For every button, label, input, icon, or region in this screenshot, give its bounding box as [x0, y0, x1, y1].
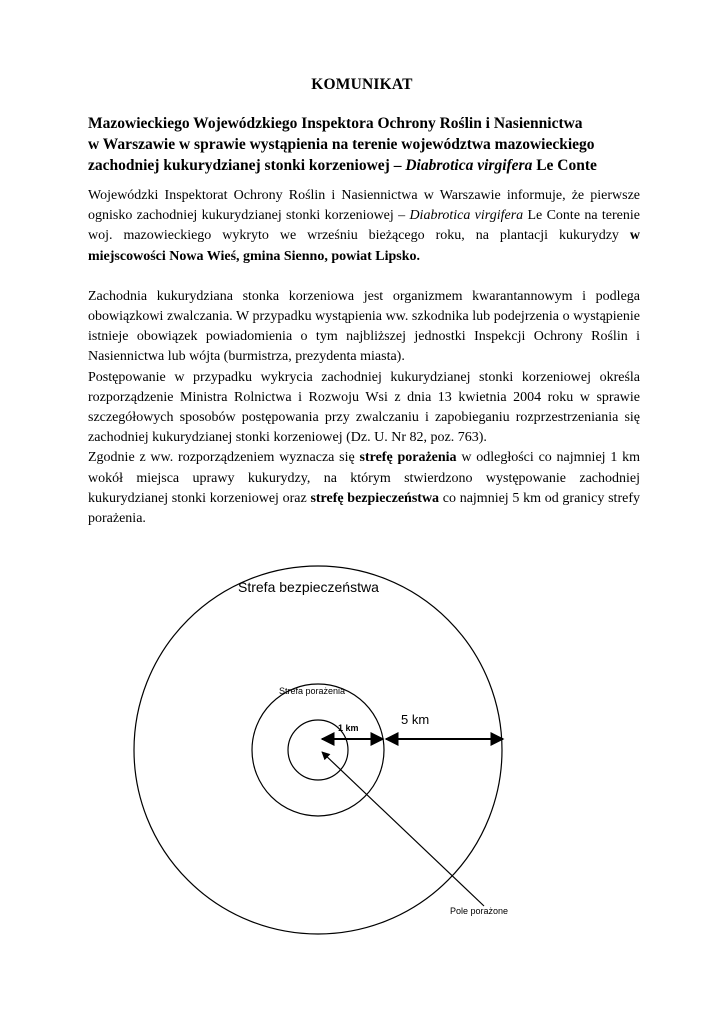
paragraph-announcement-text: Wojewódzki Inspektorat Ochrony Roślin i Nasiennictwa w Warszawie informuje, że pierwsze ognisko zachodniej kukurydzianej stonki korzeniowej –: [88, 188, 640, 224]
subtitle-line-1: Mazowieckiego Wojewódzkiego Inspektora Ochrony Roślin i Nasiennictwa: [88, 115, 583, 132]
paragraph-quarantine: Zachodnia kukurydziana stonka korzeniowa jest organizmem kwarantannowym i podlega obowiązkowi zwalczania. W przypadku wystąpienia ww. szkodnika lub podejrzenia o wystąpienie istnieje obowiązek powiadomienia o tym najbliższej jednostki Inspekcji Ochrony Roślin i Nasiennictwa lub wójta (burmistrza, prezydenta miasta).: [88, 288, 640, 365]
five-km-label: 5 km: [401, 712, 430, 727]
paragraph-regulation: Postępowanie w przypadku wykrycia zachodniej kukurydzianej stonki korzeniowej określa rozporządzenie Ministra Rolnictwa i Rozwoju Wsi z dnia 13 kwietnia 2004 roku w sprawie szczegółowych sposobów postępowania przy zwalczaniu i zapobieganiu rozprzestrzeniania się zachodniej kukurydzianej stonki korzeniowej (Dz. U. Nr 82, poz. 763).: [88, 369, 640, 446]
infected-field-label: Pole porażone: [450, 906, 509, 916]
infection-zone-label: Strefa porażenia: [279, 686, 346, 696]
species-name: Diabrotica virgifera: [409, 208, 524, 224]
paragraph-zones-text: Zgodnie z ww. rozporządzeniem wyznacza się: [88, 450, 360, 466]
outbreak-location: w miejscowości Nowa Wieś, gmina Sienno, powiat Lipsko.: [88, 228, 640, 264]
infection-zone-term: strefę porażenia: [359, 450, 457, 466]
paragraph-zones-text-3: co najmniej 5 km od granicy strefy porażenia.: [88, 490, 640, 527]
paragraph-zones-text-2: w odległości co najmniej 1 km wokół miejsca uprawy kukurydzy, na którym stwierdzono występowanie zachodniej kukurydzianej stonki korzeniowej oraz: [88, 450, 641, 506]
infection-zone-circle: [252, 684, 384, 816]
safety-zone-term: strefę bezpieczeństwa: [310, 490, 440, 506]
document-title: KOMUNIKAT: [311, 76, 413, 93]
subtitle-species-name: Diabrotica virgifera: [405, 157, 533, 174]
paragraph-announcement-text-2: Le Conte na terenie woj. mazowieckiego wykryto we wrześniu bieżącego roku, na plantacji kukurydzy: [88, 208, 640, 244]
subtitle-line-3-text: zachodniej kukurydzianej stonki korzeniowej –: [88, 157, 406, 174]
pointer-arrow: [322, 752, 484, 906]
safety-zone-label: Strefa bezpieczeństwa: [238, 579, 379, 595]
one-km-label: 1 km: [338, 723, 359, 733]
subtitle-author: Le Conte: [532, 157, 597, 174]
subtitle-line-2: w Warszawie w sprawie wystąpienia na terenie województwa mazowieckiego: [88, 136, 595, 153]
safety-zone-circle: [134, 566, 502, 934]
